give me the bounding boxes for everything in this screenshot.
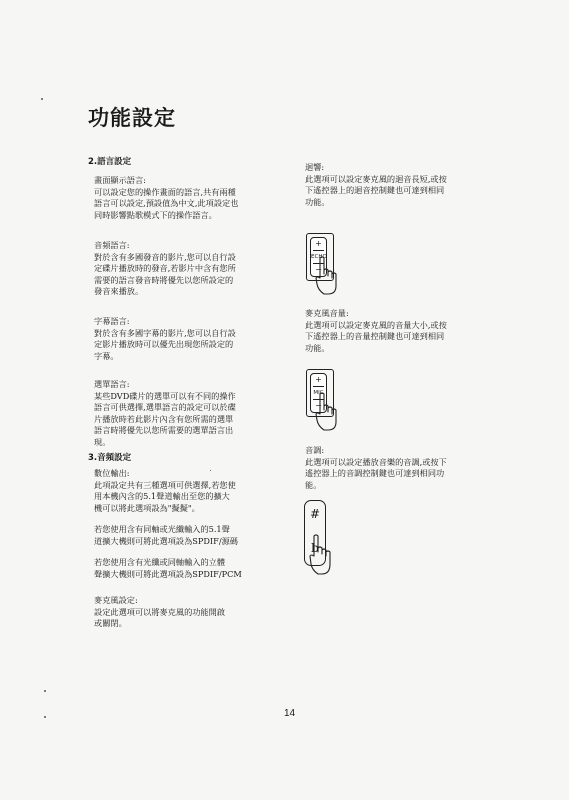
scan-speck xyxy=(41,98,43,100)
text-block-display-language xyxy=(94,175,294,221)
pointing-hand-icon xyxy=(314,256,348,296)
text-block-subtitle-language xyxy=(94,316,294,362)
block-body: 若您使用含有光纖或同軸輸入的立體 聲擴大機則可將此選項設為SPDIF/PCM xyxy=(94,557,242,579)
flat-icon: b xyxy=(311,541,319,555)
block-heading: 音頻語言: xyxy=(94,240,130,250)
block-heading: 麥克風設定: xyxy=(94,595,138,605)
scan-speck xyxy=(44,690,46,692)
text-block-audio-language xyxy=(94,240,294,298)
block-body: 若您使用含有同軸或光纖輸入的5.1聲 道擴大機則可將此選項設為SPDIF/源碼 xyxy=(94,524,238,546)
block-heading: 麥克風音量: xyxy=(305,308,349,318)
plus-icon: + xyxy=(315,375,322,384)
minus-icon: − xyxy=(315,401,322,410)
block-body: 對於含有多國發音的影片,您可以自行設 定碟片播放時的發音,若影片中含有您所 需要的語言發音時將優先以您所設定的 發音來播放。 xyxy=(94,251,236,297)
sharp-icon: # xyxy=(309,507,321,521)
page-title: 功能設定 xyxy=(88,106,176,130)
block-heading: 字幕語言: xyxy=(94,316,130,326)
block-heading: 畫面顯示語言: xyxy=(94,175,146,185)
pointing-hand-icon xyxy=(314,392,348,432)
block-heading: 迴響: xyxy=(305,162,325,172)
text-block-spdif-pcm xyxy=(94,557,294,580)
section-heading-language: 2.語言設定 xyxy=(88,157,132,167)
block-body: 設定此選項可以將麥克風的功能開啟 或關閉。 xyxy=(94,606,226,629)
text-block-spdif-raw xyxy=(94,524,294,547)
echo-label: ECHO xyxy=(311,254,327,260)
text-block-key-tone xyxy=(305,445,505,491)
scan-speck xyxy=(210,470,211,471)
block-body: 對於含有多國字幕的影片,您可以自行設 定影片播放時可以優先出現您所設定的 字幕。 xyxy=(94,327,236,361)
section-heading-audio: 3.音頻設定 xyxy=(88,453,132,463)
mic-label: MIC xyxy=(313,390,324,396)
text-block-mic-volume xyxy=(305,308,505,354)
plus-icon: + xyxy=(315,239,322,248)
text-block-echo xyxy=(305,162,505,208)
block-body: 可以設定您的操作畫面的語言,共有兩種 語言可以設定,預設值為中文,此項設定也 同時影響點歌模式下的操作語言。 xyxy=(94,186,239,220)
pointing-hand-icon xyxy=(308,534,342,576)
minus-icon: − xyxy=(315,265,322,274)
block-heading: 數位輸出: xyxy=(94,468,130,478)
text-block-digital-output xyxy=(94,468,294,514)
scan-speck xyxy=(44,716,46,718)
block-heading: 選單語言: xyxy=(94,379,130,389)
block-body: 此選項可以設定麥克風的音量大小,或按 下遙控器上的音量控制鍵也可達到相同 功能。 xyxy=(305,319,447,353)
text-block-mic-setting xyxy=(94,595,294,630)
block-body: 某些DVD碟片的選單可以有不同的操作 語言可供選擇,選單語言的設定可以於碟 片播放時若此影片內含有您所需的選單 語言時將優先以您所需要的選單語言出 現。 xyxy=(94,390,236,447)
block-body: 此選項可以設定播放音樂的音調,或按下 遙控器上的音調控制鍵也可達到相同功 能。 xyxy=(305,456,447,490)
block-body: 此選項可以設定麥克風的迴音長短,或按 下遙控器上的迴音控制鍵也可達到相同 功能。 xyxy=(305,173,447,207)
page-number: 14 xyxy=(284,708,296,719)
text-block-menu-language xyxy=(94,379,294,449)
block-heading: 音調: xyxy=(305,445,325,455)
block-body: 此項設定共有三種選項可供選擇,若您使 用本機內含的5.1聲道輸出至您的擴大 機可以將此選項設為"擬擬"。 xyxy=(94,479,236,513)
